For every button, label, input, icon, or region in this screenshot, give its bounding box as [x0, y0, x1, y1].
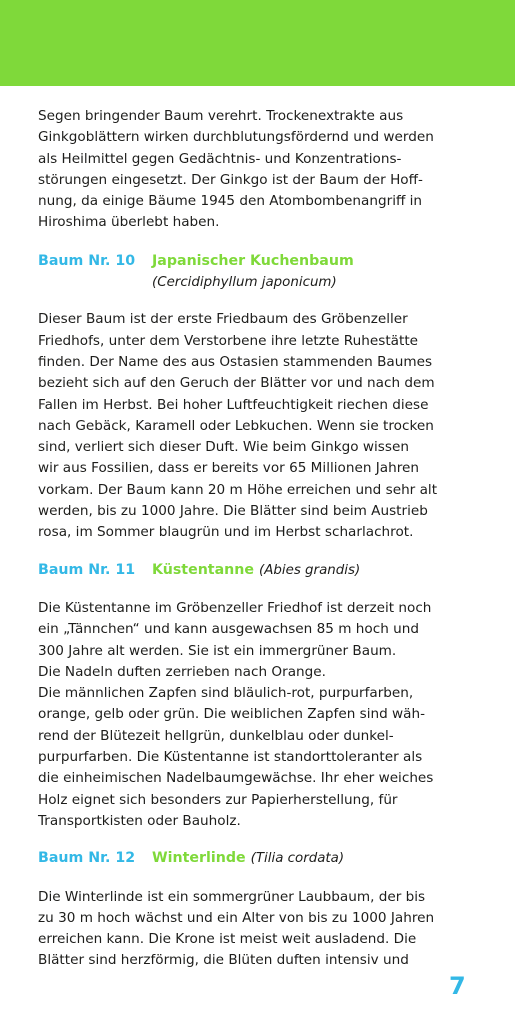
- tree-12-latin-name: (Tilia cordata): [250, 851, 345, 867]
- tree-11-number: Baum Nr. 11: [38, 561, 136, 578]
- text-line: zu 30 m hoch wächst und ein Alter von bis zu 1000 Jahren: [38, 909, 435, 926]
- text-line: erreichen kann. Die Krone ist meist weit ausladend. Die: [38, 931, 417, 948]
- tree-12-name: Winterlinde: [152, 850, 246, 867]
- text-line: nach Gebäck, Karamell oder Lebkuchen. Wenn sie trocken: [38, 417, 434, 434]
- text-line: Die Küstentanne im Gröbenzeller Friedhof ist derzeit noch: [38, 599, 432, 616]
- text-line: Holz eignet sich besonders zur Papierherstellung, für: [38, 791, 398, 808]
- tree-12-heading: [38, 848, 478, 869]
- tree-10-number: Baum Nr. 10: [38, 252, 136, 269]
- tree-10-latin-name: (Cercidiphyllum japonicum): [152, 275, 337, 291]
- text-line: nung, da einige Bäume 1945 den Atombombenangriff in: [38, 193, 423, 210]
- tree-10-description: [38, 309, 478, 543]
- tree-12-description: [38, 887, 478, 972]
- text-line: Blätter sind herzförmig, die Blüten duften intensiv und: [38, 952, 409, 969]
- top-color-band: [0, 0, 515, 86]
- text-line: purpurfarben. Die Küstentanne ist standorttoleranter als: [38, 749, 423, 766]
- text-line: Friedhofs, unter dem Verstorbene ihre letzte Ruhestätte: [38, 332, 419, 349]
- text-line: Die Winterlinde ist ein sommergrüner Laubbaum, der bis: [38, 888, 426, 905]
- text-line: bezieht sich auf den Geruch der Blätter vor und nach dem: [38, 375, 435, 392]
- intro-paragraph: [38, 106, 478, 234]
- tree-11-heading: [38, 560, 478, 581]
- text-line: als Heilmittel gegen Gedächtnis- und Konzentrations-: [38, 150, 402, 167]
- text-line: die einheimischen Nadelbaumgewächse. Ihr eher weiches: [38, 770, 434, 787]
- tree-11-latin-name: (Abies grandis): [258, 562, 361, 578]
- text-line: rend der Blütezeit hellgrün, dunkelblau oder dunkel-: [38, 727, 394, 744]
- text-line: 300 Jahre alt werden. Sie ist ein immergrüner Baum.: [38, 642, 397, 659]
- text-line: finden. Der Name des aus Ostasien stammenden Baumes: [38, 353, 433, 370]
- text-line: Dieser Baum ist der erste Friedbaum des Gröbenzeller: [38, 311, 408, 328]
- text-line: Hiroshima überlebt haben.: [38, 214, 220, 231]
- text-line: wir aus Fossilien, dass er bereits vor 65 Millionen Jahren: [38, 460, 419, 477]
- text-line: Fallen im Herbst. Bei hoher Luftfeuchtigkeit riechen diese: [38, 396, 429, 413]
- text-line: Die männlichen Zapfen sind bläulich-rot, purpurfarben,: [38, 685, 414, 702]
- tree-10-name: Japanischer Kuchenbaum: [152, 252, 354, 269]
- text-line: werden, bis zu 1000 Jahre. Die Blätter sind beim Austrieb: [38, 503, 428, 520]
- text-line: orange, gelb oder grün. Die weiblichen Zapfen sind wäh-: [38, 706, 426, 723]
- text-line: störungen eingesetzt. Der Ginkgo ist der Baum der Hoff-: [38, 171, 423, 188]
- text-line: vorkam. Der Baum kann 20 m Höhe erreichen und sehr alt: [38, 481, 438, 498]
- text-line: Die Nadeln duften zerrieben nach Orange.: [38, 663, 326, 680]
- text-line: Transportkisten oder Bauholz.: [38, 812, 241, 829]
- tree-12-number: Baum Nr. 12: [38, 850, 136, 867]
- page-content: [38, 106, 478, 972]
- page-number: 7: [449, 972, 466, 1000]
- tree-10-heading: [38, 251, 478, 272]
- text-line: sind, verliert sich dieser Duft. Wie beim Ginkgo wissen: [38, 439, 409, 456]
- text-line: ein „Tännchen“ und kann ausgewachsen 85 m hoch und: [38, 621, 419, 638]
- text-line: rosa, im Sommer blaugrün und im Herbst scharlachrot.: [38, 524, 414, 541]
- tree-11-name: Küstentanne: [152, 561, 254, 578]
- text-line: Segen bringender Baum verehrt. Trockenextrakte aus: [38, 108, 404, 124]
- tree-11-description: [38, 598, 478, 832]
- text-line: Ginkgoblättern wirken durchblutungsfördernd und werden: [38, 129, 434, 146]
